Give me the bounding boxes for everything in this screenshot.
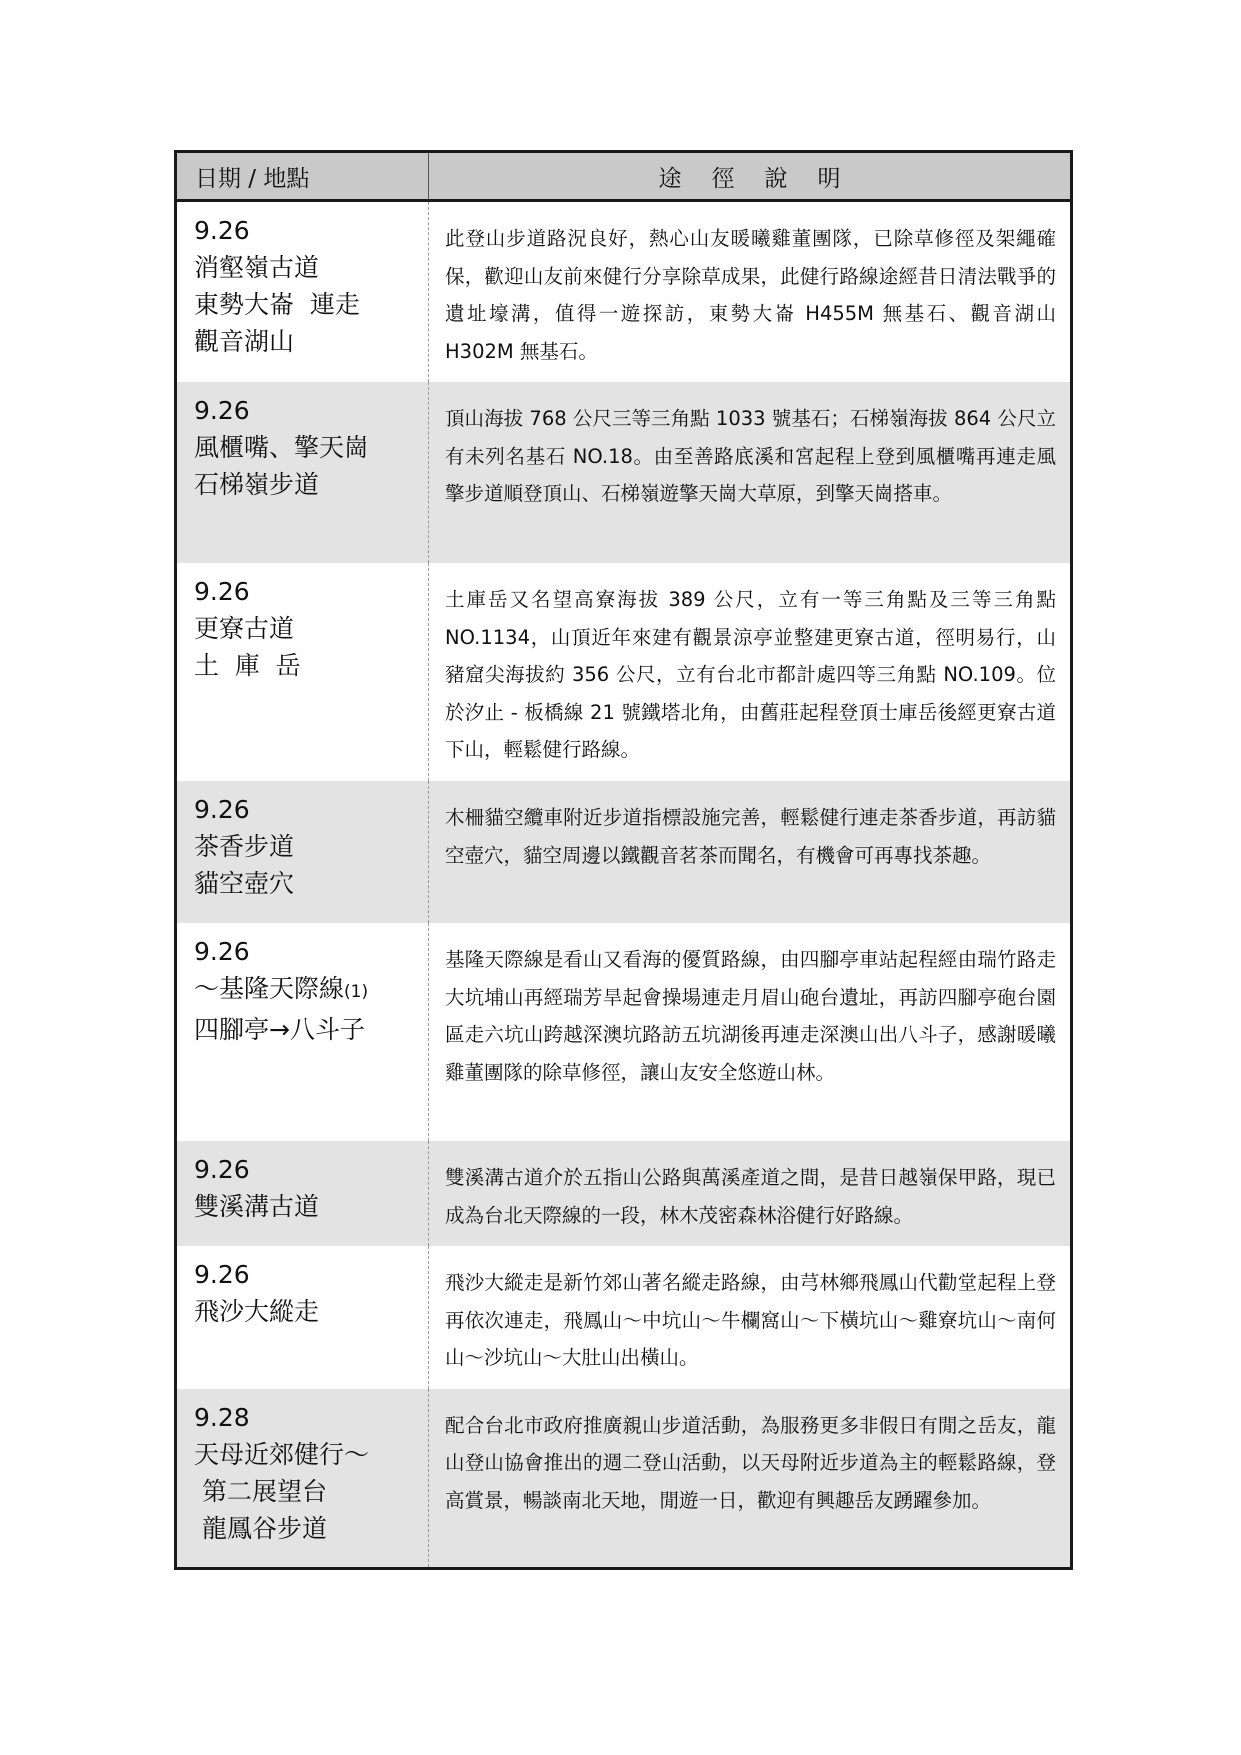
table-row [176, 201, 1072, 383]
table-row [176, 1246, 1072, 1389]
location-cell [176, 201, 429, 383]
table-row [176, 1141, 1072, 1246]
route-description: 雙溪溝古道介於五指山公路與萬溪產道之間，是昔日越嶺保甲路，現已成為台北天際線的一段，林木茂密森林浴健行好路線。 [429, 1141, 1072, 1246]
route-name: 更寮古道 [194, 614, 295, 643]
location-cell [176, 382, 429, 563]
route-name: 消壑嶺古道 [194, 253, 320, 282]
row-date: 9.26 [194, 1155, 250, 1184]
route-name: 觀音湖山 [194, 327, 295, 356]
row-date: 9.26 [194, 795, 250, 824]
route-name: 第二展望台 [194, 1476, 327, 1506]
table-row [176, 781, 1072, 923]
header-route-description: 途徑說明 [429, 152, 1072, 201]
table-row [176, 563, 1072, 781]
route-name: 天母近郊健行～ [194, 1439, 370, 1469]
location-cell [176, 781, 429, 923]
route-description: 飛沙大縱走是新竹郊山著名縱走路線，由芎林鄉飛鳳山代勸堂起程上登再依次連走，飛鳳山～中坑山～牛欄窩山～下橫坑山～雞寮坑山～南何山～沙坑山～大肚山出橫山。 [445, 1271, 1056, 1369]
route-description: 此登山步道路況良好，熱心山友暖曦雞董團隊，已除草修徑及架繩確保，歡迎山友前來健行分享除草成果，此健行路線途經昔日清法戰爭的遺址壕溝，值得一遊探訪，東勢大崙 H455M 無基石、觀音湖山 H302M 無基石。 [445, 227, 1056, 363]
row-date: 9.28 [194, 1402, 250, 1432]
table-row [176, 923, 1072, 1141]
location-cell [176, 1141, 429, 1246]
table-row [176, 1389, 1072, 1569]
table-header-row [176, 152, 1072, 201]
route-description: 木柵貓空纜車附近步道指標設施完善，輕鬆健行連走茶香步道，再訪貓空壺穴，貓空周邊以鐵觀音茗茶而聞名，有機會可再專找茶趣。 [429, 781, 1072, 923]
row-date: 9.26 [194, 396, 250, 425]
row-date: 9.26 [194, 216, 250, 245]
location-cell [176, 1246, 429, 1389]
route-name [194, 970, 420, 1011]
route-name-text: ～基隆天際線 [194, 974, 345, 1003]
table-row [176, 382, 1072, 563]
route-name: 茶香步道 [194, 832, 295, 861]
route-description: 土庫岳又名望高寮海拔 389 公尺，立有一等三角點及三等三角點 NO.1134，山頂近年來建有觀景涼亭並整建更寮古道，徑明易行，山豬窟尖海拔約 356 公尺，立有台北市都計處四等三角點 NO.109。位於汐止 - 板橋線 21 號鐵塔北角，由舊莊起程登頂士庫岳後經更寮古道下山，輕鬆健行路線。 [445, 588, 1056, 761]
location-cell [176, 923, 429, 1141]
itinerary-sheet [174, 150, 1070, 1570]
route-description: 配合台北市政府推廣親山步道活動，為服務更多非假日有閒之岳友，龍山登山協會推出的週二登山活動，以天母附近步道為主的輕鬆路線，登高賞景，暢談南北天地，閒遊一日，歡迎有興趣岳友踴躍參加。 [429, 1389, 1072, 1569]
route-name: 石梯嶺步道 [194, 470, 320, 499]
route-description: 基隆天際線是看山又看海的優質路線，由四腳亭車站起程經由瑞竹路走大坑埔山再經瑞芳旱起會操場連走月眉山砲台遺址，再訪四腳亭砲台園區走六坑山跨越深澳坑路訪五坑湖後再連走深澳山出八斗子，感謝暖曦雞董團隊的除草修徑，讓山友安全悠遊山林。 [445, 948, 1056, 1084]
route-name: 四腳亭→八斗子 [194, 1015, 365, 1044]
header-date-location: 日期 / 地點 [176, 152, 429, 201]
route-name: 飛沙大縱走 [194, 1297, 320, 1326]
route-name: 貓空壺穴 [194, 869, 295, 898]
route-name: 東勢大崙 連走 [194, 290, 360, 319]
route-name: 風櫃嘴、擎天崗 [194, 433, 370, 462]
location-cell [176, 1389, 429, 1569]
route-name-suffix: (1) [344, 982, 369, 1002]
row-date: 9.26 [194, 1260, 250, 1289]
route-name: 土 庫 岳 [194, 651, 301, 680]
row-date: 9.26 [194, 937, 250, 966]
route-name: 雙溪溝古道 [194, 1192, 320, 1221]
row-date: 9.26 [194, 577, 250, 606]
location-cell [176, 563, 429, 781]
route-name: 龍鳳谷步道 [194, 1513, 327, 1543]
itinerary-table [174, 150, 1073, 1570]
route-description: 頂山海拔 768 公尺三等三角點 1033 號基石；石梯嶺海拔 864 公尺立有未列名基石 NO.18。由至善路底溪和宮起程上登到風櫃嘴再連走風擎步道順登頂山、石梯嶺遊擎天崗大草原，到擎天崗搭車。 [429, 382, 1072, 563]
